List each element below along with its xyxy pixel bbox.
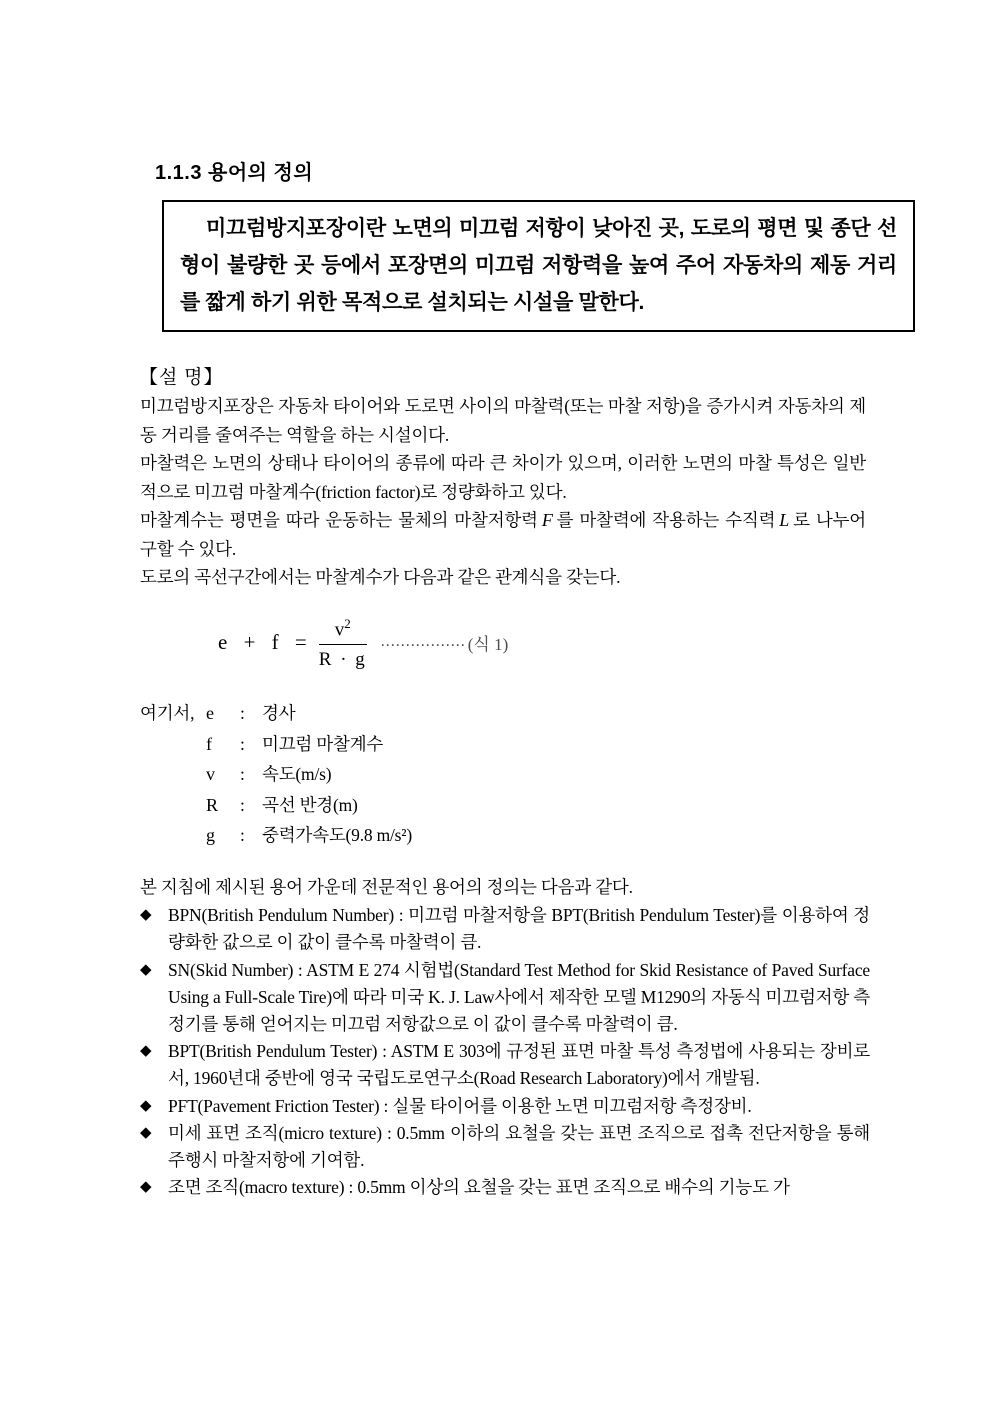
math-variable-F: F: [541, 510, 553, 530]
explanation-paragraph-3: [140, 506, 866, 563]
fraction-numerator: $v^2$: [319, 612, 367, 645]
term-text: PFT(Pavement Friction Tester) : 실물 타이어를 이용한 노면 미끄럼저항 측정장비.: [168, 1095, 752, 1116]
variable-symbol: g: [206, 825, 215, 845]
diamond-bullet-icon: ◆: [140, 1097, 152, 1114]
term-item-sn: [140, 957, 870, 1039]
variable-description: 미끄럼 마찰계수: [262, 733, 384, 754]
variable-row: [140, 820, 412, 851]
variable-description: 속도(m/s): [262, 764, 332, 784]
math-variable-L: L: [779, 510, 790, 530]
variable-separator: :: [240, 703, 245, 723]
term-item-pft: [140, 1093, 870, 1120]
diamond-bullet-icon: ◆: [140, 1124, 152, 1141]
variable-separator: :: [240, 733, 245, 754]
variable-separator: :: [240, 794, 245, 815]
diamond-bullet-icon: ◆: [140, 961, 152, 978]
fraction-denominator: R · g: [318, 649, 367, 671]
term-text: 조면 조직(macro texture) : 0.5mm 이상의 요철을 갖는 표면 조직으로 배수의 기능도 가: [168, 1177, 790, 1198]
variable-row: [140, 698, 412, 729]
equation-left-side: e + f =: [218, 629, 307, 654]
term-item-micro-texture: [140, 1120, 870, 1174]
explanation-label: 【설 명】: [139, 367, 224, 388]
section-heading: 1.1.3 용어의 정의: [155, 162, 314, 184]
equation-fraction: [319, 612, 367, 672]
diamond-bullet-icon: ◆: [140, 1043, 152, 1060]
term-text: 미세 표면 조직(micro texture) : 0.5mm 이하의 요철을 갖는 표면 조직으로 접촉 전단저항을 통해 주행시 마찰저항에 기여함.: [168, 1122, 870, 1171]
terminology-list: [140, 874, 870, 1201]
terminology-intro: 본 지침에 제시된 용어 가운데 전문적인 용어의 정의는 다음과 같다.: [140, 877, 633, 897]
variable-definitions: [140, 698, 412, 851]
variable-description: 경사: [262, 703, 296, 723]
term-text: BPN(British Pendulum Number) : 미끄럼 마찰저항을 BPT(British Pendulum Tester)를 이용하여 정량화한 값으로 이 값이 클수록 마찰력이 큼.: [168, 905, 870, 953]
where-prefix: 여기서,: [140, 703, 195, 723]
variable-row: [140, 790, 412, 821]
variable-symbol: R: [206, 794, 219, 815]
variable-symbol: f: [206, 733, 212, 754]
variable-description: 곡선 반경(m): [262, 794, 358, 815]
term-item-bpn: [140, 902, 870, 956]
term-text: BPT(British Pendulum Tester) : ASTM E 303에 규정된 표면 마찰 특성 측정법에 사용되는 장비로서, 1960년대 중반에 영국 국립도로연구소(Road Research Laboratory)에서 개발됨.: [168, 1041, 870, 1089]
diamond-bullet-icon: ◆: [140, 907, 152, 924]
variable-separator: :: [240, 825, 245, 845]
explanation-body: [140, 392, 866, 592]
equation-dotted-leader: .................: [380, 633, 466, 650]
definition-box-text: 미끄럼방지포장이란 노면의 미끄럼 저항이 낮아진 곳, 도로의 평면 및 종단 선형이 불량한 곳 등에서 포장면의 미끄럼 저항력을 높여 주어 자동차의 제동 거리를 짧게 하기 위한 목적으로 설치되는 시설을 말한다.: [180, 217, 897, 314]
paragraph-3-text-mid: 를 마찰력에 작용하는 수직력: [556, 510, 776, 530]
variable-separator: :: [240, 764, 245, 784]
definition-box: [162, 200, 915, 332]
variable-symbol: e: [206, 703, 214, 723]
term-item-macro-texture: [140, 1174, 870, 1201]
variable-symbol: v: [206, 764, 215, 784]
equation-1: [218, 606, 508, 678]
term-item-bpt: [140, 1038, 870, 1092]
paragraph-3-text-before: 마찰계수는 평면을 따라 운동하는 물체의 마찰저항력: [140, 510, 538, 530]
paragraph-3-text-after: 로 나누어 구할 수 있다.: [140, 510, 866, 559]
equation-number-label: (식 1): [467, 634, 509, 654]
variable-description: 중력가속도(9.8 m/s²): [262, 825, 412, 845]
numerator-exponent: 2: [344, 615, 351, 631]
explanation-paragraph-1: 미끄럼방지포장은 자동차 타이어와 도로면 사이의 마찰력(또는 마찰 저항)을 증가시켜 자동차의 제동 거리를 줄여주는 역할을 하는 시설이다.: [140, 396, 866, 445]
explanation-paragraph-2: 마찰력은 노면의 상태나 타이어의 종류에 따라 큰 차이가 있으며, 이러한 노면의 마찰 특성은 일반적으로 미끄럼 마찰계수(friction factor)로 정량화하고 있다.: [140, 453, 866, 502]
variable-row: [140, 729, 412, 760]
diamond-bullet-icon: ◆: [140, 1179, 152, 1196]
variable-row: [140, 759, 412, 790]
explanation-paragraph-4: 도로의 곡선구간에서는 마찰계수가 다음과 같은 관계식을 갖는다.: [140, 567, 621, 587]
term-text: SN(Skid Number) : ASTM E 274 시험법(Standard Test Method for Skid Resistance of Paved Surface Using a Full-Scale Tire)에 따라 미국 K. J. Law사에서 제작한 모델 M1290의 자동식 미끄럼저항 측정기를 통해 얻어지는 미끄럼 저항값으로 이 값이 클수록 마찰력이 큼.: [168, 959, 870, 1035]
